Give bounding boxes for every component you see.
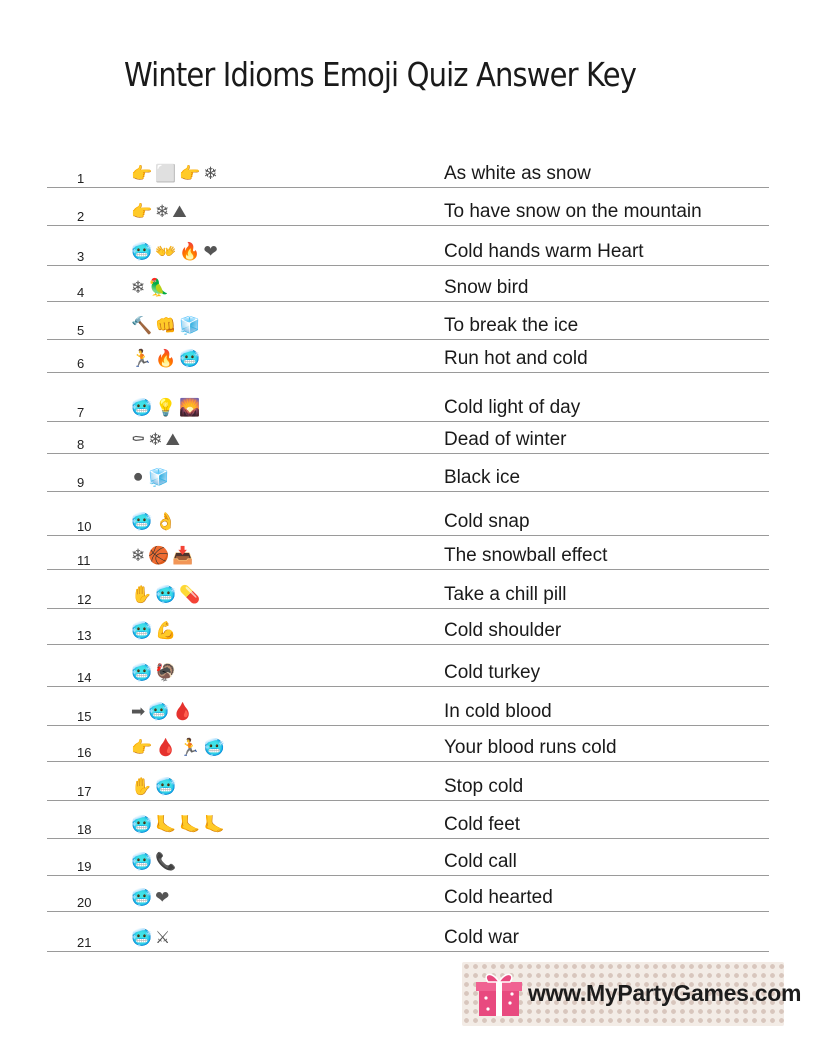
emoji-clue: ❄🦜 [131,278,173,298]
emoji-clue: ⚰❄⛰ [131,430,183,450]
answer-line [47,491,769,492]
emoji-clue: 🥶📞 [131,852,180,872]
emoji-clue: 🥶🦃 [131,663,180,683]
answer-text: In cold blood [444,701,552,722]
page-title: Winter Idioms Emoji Quiz Answer Key [123,55,637,94]
row-number: 21 [77,935,92,950]
emoji-clue: 🥶⚔ [131,928,174,948]
row-number: 19 [77,859,92,874]
row-number: 11 [77,553,91,568]
emoji-clue: 👉⬜👉❄ [131,164,221,184]
row-number: 5 [77,323,85,338]
answer-line [47,951,769,952]
answer-row [0,530,816,570]
row-number: 18 [77,822,92,837]
row-number: 15 [77,709,92,724]
row-number: 17 [77,784,92,799]
answer-row [0,647,816,687]
row-number: 4 [77,285,85,300]
row-number: 6 [77,356,85,371]
answer-text: To have snow on the mountain [444,201,702,222]
answer-text: Cold hearted [444,887,553,908]
row-number: 1 [77,171,85,186]
row-number: 2 [77,209,85,224]
emoji-clue: 🏃🔥🥶 [131,349,204,369]
answer-text: Snow bird [444,277,529,298]
emoji-clue: 🥶👐🔥❤ [131,242,221,262]
answer-text: Cold snap [444,511,530,532]
answer-text: Cold shoulder [444,620,562,641]
answer-row [0,226,816,266]
answer-text: Cold turkey [444,662,541,683]
answer-text: Cold feet [444,814,521,835]
answer-row [0,569,816,609]
site-logo[interactable] [462,962,802,1026]
answer-row [0,722,816,762]
answer-row [0,262,816,302]
answer-row [0,799,816,839]
answer-row [0,333,816,373]
row-number: 20 [77,895,92,910]
answer-row [0,836,816,876]
answer-line [47,372,769,373]
emoji-clue: ⚫🧊 [131,468,173,488]
answer-text: Cold light of day [444,397,581,418]
answer-text: To break the ice [444,315,579,336]
emoji-clue: ❄🏀📥 [131,546,197,566]
emoji-clue: 👉🩸🏃🥶 [131,738,228,758]
row-number: 13 [77,628,92,643]
answer-text: Your blood runs cold [444,737,617,758]
answer-text: Stop cold [444,776,524,797]
answer-text: Black ice [444,467,521,488]
answer-text: Cold war [444,927,519,948]
row-number: 7 [77,405,85,420]
emoji-clue: 🥶🦶🦶🦶 [131,815,228,835]
row-number: 12 [77,592,92,607]
logo-url[interactable]: www.MyPartyGames.com [528,980,802,1006]
gift-box-icon [474,970,524,1018]
answer-row [0,148,816,188]
emoji-clue: ➡🥶🩸 [131,702,197,722]
answer-text: Cold call [444,851,517,872]
answer-text: Cold hands warm Heart [444,241,644,262]
row-number: 16 [77,745,92,760]
answer-row [0,605,816,645]
answer-text: As white as snow [444,163,591,184]
row-number: 9 [77,475,85,490]
emoji-clue: ✋🥶 [131,777,180,797]
emoji-clue: 👉❄⛰ [131,202,190,222]
row-number: 3 [77,249,85,264]
emoji-clue: 🥶💪 [131,621,180,641]
answer-text: Dead of winter [444,429,567,450]
row-number: 14 [77,670,92,685]
row-number: 8 [77,437,85,452]
answer-text: Take a chill pill [444,584,567,605]
answer-text: Run hot and cold [444,348,588,369]
answer-row [0,452,816,492]
emoji-clue: 🥶💡🌄 [131,398,204,418]
answer-row [0,186,816,226]
answer-row [0,686,816,726]
row-number: 10 [77,519,92,534]
answer-row [0,414,816,454]
emoji-clue: ✋🥶💊 [131,585,204,605]
emoji-clue: 🥶❤ [131,888,173,908]
emoji-clue: 🔨👊🧊 [131,316,204,336]
answer-row [0,912,816,952]
answer-row [0,761,816,801]
answer-row [0,872,816,912]
emoji-clue: 🥶👌 [131,512,180,532]
answer-text: The snowball effect [444,545,608,566]
answer-line [47,644,769,645]
